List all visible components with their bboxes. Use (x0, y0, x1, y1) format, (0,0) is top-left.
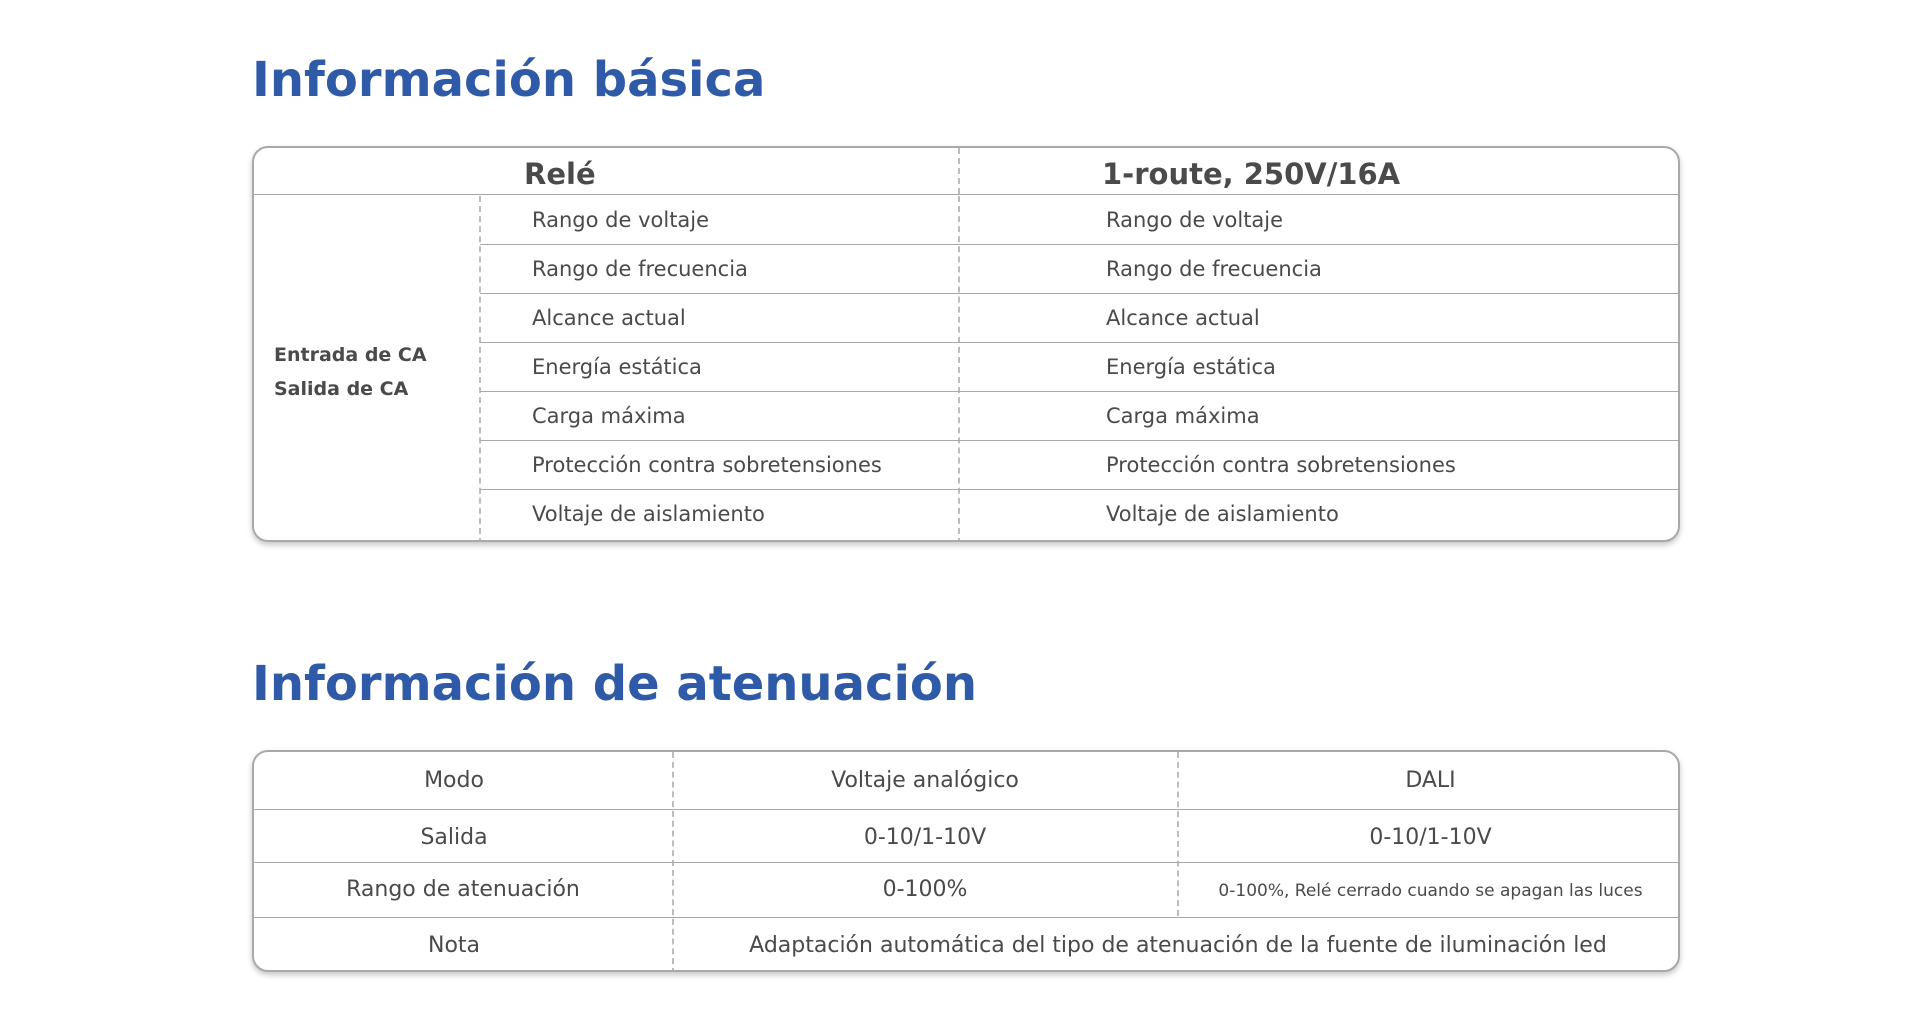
row-label: Carga máxima (532, 404, 686, 428)
output-analog: 0-10/1-10V (863, 824, 987, 850)
note-label: Nota (427, 932, 481, 958)
row-value: Rango de frecuencia (1106, 257, 1322, 281)
value-divider (958, 196, 960, 542)
row-label: Alcance actual (532, 306, 686, 330)
output-label: Salida (420, 824, 488, 850)
basic-info-title: Información básica (252, 52, 766, 108)
dimming-info-title: Información de atenuación (252, 656, 978, 712)
group-divider (479, 196, 481, 542)
mode-analog: Voltaje analógico (831, 767, 1019, 793)
header-divider (958, 148, 960, 194)
row-value: Alcance actual (1106, 306, 1260, 330)
row-label: Voltaje de aislamiento (532, 502, 765, 526)
row-value: Voltaje de aislamiento (1106, 502, 1339, 526)
header-separator (254, 194, 1680, 195)
basic-info-table (252, 146, 1680, 542)
dimming-info-table (252, 750, 1680, 972)
row-value: Protección contra sobretensiones (1106, 453, 1456, 477)
row-label: Protección contra sobretensiones (532, 453, 882, 477)
row-label: Energía estática (532, 355, 702, 379)
group-label-input: Entrada de CA (274, 344, 427, 366)
output-dali: 0-10/1-10V (1369, 824, 1492, 850)
row-label: Rango de frecuencia (532, 257, 748, 281)
group-label (274, 338, 427, 406)
group-label-output: Salida de CA (274, 378, 409, 400)
header-rele: Relé (524, 157, 596, 191)
row-value: Rango de voltaje (1106, 208, 1284, 232)
range-label: Rango de atenuación (346, 876, 580, 902)
mode-label: Modo (424, 767, 484, 793)
range-analog: 0-100% (882, 876, 968, 902)
row-value: Carga máxima (1106, 404, 1260, 428)
range-dali: 0-100%, Relé cerrado cuando se apagan las luces (1218, 881, 1643, 901)
row-label: Rango de voltaje (532, 208, 710, 232)
header-route-spec: 1-route, 250V/16A (1102, 157, 1401, 191)
row-value: Energía estática (1106, 355, 1276, 379)
mode-dali: DALI (1405, 767, 1456, 793)
note-text: Adaptación automática del tipo de atenuación de la fuente de iluminación led (749, 932, 1607, 958)
row-divider (254, 809, 1680, 810)
